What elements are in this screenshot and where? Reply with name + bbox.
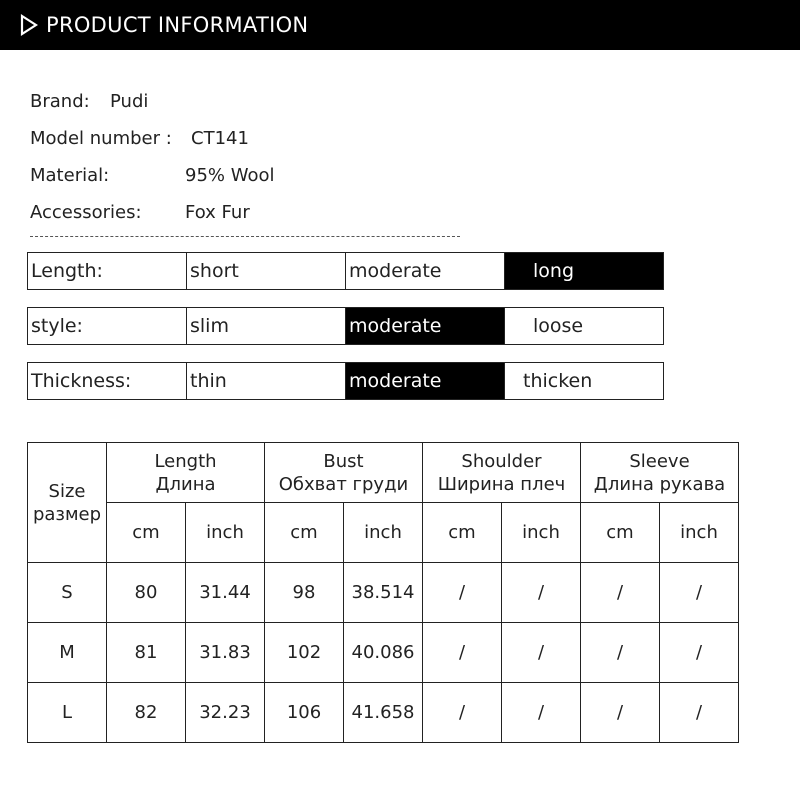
- sleeve-group-header: [581, 443, 739, 503]
- model-label: Model number :: [30, 128, 172, 149]
- unit-header: inch: [344, 503, 423, 563]
- table-cell: 82: [107, 683, 186, 743]
- table-cell: 41.658: [344, 683, 423, 743]
- unit-header: cm: [423, 503, 502, 563]
- attribute-option-selected: moderate: [346, 308, 505, 344]
- unit-header: inch: [502, 503, 581, 563]
- table-cell: /: [423, 683, 502, 743]
- size-cell: L: [28, 683, 107, 743]
- table-row: [28, 563, 739, 623]
- group-header-en: Sleeve: [629, 450, 690, 472]
- thickness-attribute-row: [27, 362, 664, 400]
- group-header-en: Shoulder: [461, 450, 542, 472]
- table-cell: 32.23: [186, 683, 265, 743]
- length-attribute-row: [27, 252, 664, 290]
- unit-header: inch: [660, 503, 739, 563]
- table-cell: /: [660, 623, 739, 683]
- group-header-ru: Длина рукава: [593, 473, 726, 495]
- table-cell: 98: [265, 563, 344, 623]
- group-header-en: Length: [154, 450, 217, 472]
- table-cell: /: [581, 623, 660, 683]
- size-header-ru: размер: [32, 503, 102, 525]
- table-cell: /: [423, 623, 502, 683]
- attribute-option: short: [187, 253, 346, 289]
- size-header-cell: [28, 443, 107, 563]
- brand-value: Pudi: [110, 91, 149, 112]
- unit-header: cm: [107, 503, 186, 563]
- header-bar: [0, 0, 800, 50]
- attribute-label: Length:: [28, 253, 187, 289]
- material-value: 95% Wool: [185, 165, 275, 186]
- group-header-ru: Ширина плеч: [437, 473, 566, 495]
- table-cell: 106: [265, 683, 344, 743]
- unit-header: cm: [581, 503, 660, 563]
- unit-header: inch: [186, 503, 265, 563]
- brand-label: Brand:: [30, 91, 90, 112]
- dashed-divider: [30, 236, 460, 237]
- size-cell: M: [28, 623, 107, 683]
- table-cell: /: [423, 563, 502, 623]
- attribute-option: slim: [187, 308, 346, 344]
- size-cell: S: [28, 563, 107, 623]
- table-cell: 31.83: [186, 623, 265, 683]
- style-attribute-row: [27, 307, 664, 345]
- attribute-option: moderate: [346, 253, 505, 289]
- table-cell: /: [660, 563, 739, 623]
- attribute-option-selected: moderate: [346, 363, 505, 399]
- table-row: [28, 623, 739, 683]
- table-cell: 80: [107, 563, 186, 623]
- material-label: Material:: [30, 165, 110, 186]
- group-header-ru: Длина: [155, 473, 216, 495]
- attribute-option: loose: [533, 315, 584, 337]
- attribute-option: thin: [187, 363, 346, 399]
- attribute-option-selected: long: [505, 253, 663, 289]
- triangle-outline-icon: [20, 14, 38, 36]
- length-group-header: [107, 443, 265, 503]
- model-value: CT141: [191, 128, 249, 149]
- size-header-en: Size: [48, 480, 86, 502]
- size-chart-table: [27, 442, 739, 743]
- bust-group-header: [265, 443, 423, 503]
- attribute-label: Thickness:: [28, 363, 187, 399]
- unit-header: cm: [265, 503, 344, 563]
- table-row: [28, 683, 739, 743]
- table-cell: 38.514: [344, 563, 423, 623]
- table-cell: /: [502, 683, 581, 743]
- table-cell: /: [660, 683, 739, 743]
- table-cell: 102: [265, 623, 344, 683]
- accessories-label: Accessories:: [30, 202, 142, 223]
- table-cell: 81: [107, 623, 186, 683]
- table-cell: /: [502, 563, 581, 623]
- attribute-label: style:: [28, 308, 187, 344]
- accessories-value: Fox Fur: [185, 202, 250, 223]
- group-header-en: Bust: [323, 450, 364, 472]
- table-cell: /: [581, 683, 660, 743]
- shoulder-group-header: [423, 443, 581, 503]
- table-cell: 31.44: [186, 563, 265, 623]
- table-cell: 40.086: [344, 623, 423, 683]
- page-title: PRODUCT INFORMATION: [46, 13, 309, 37]
- table-cell: /: [502, 623, 581, 683]
- attribute-option: thicken: [523, 370, 593, 392]
- table-cell: /: [581, 563, 660, 623]
- group-header-ru: Обхват груди: [278, 473, 409, 495]
